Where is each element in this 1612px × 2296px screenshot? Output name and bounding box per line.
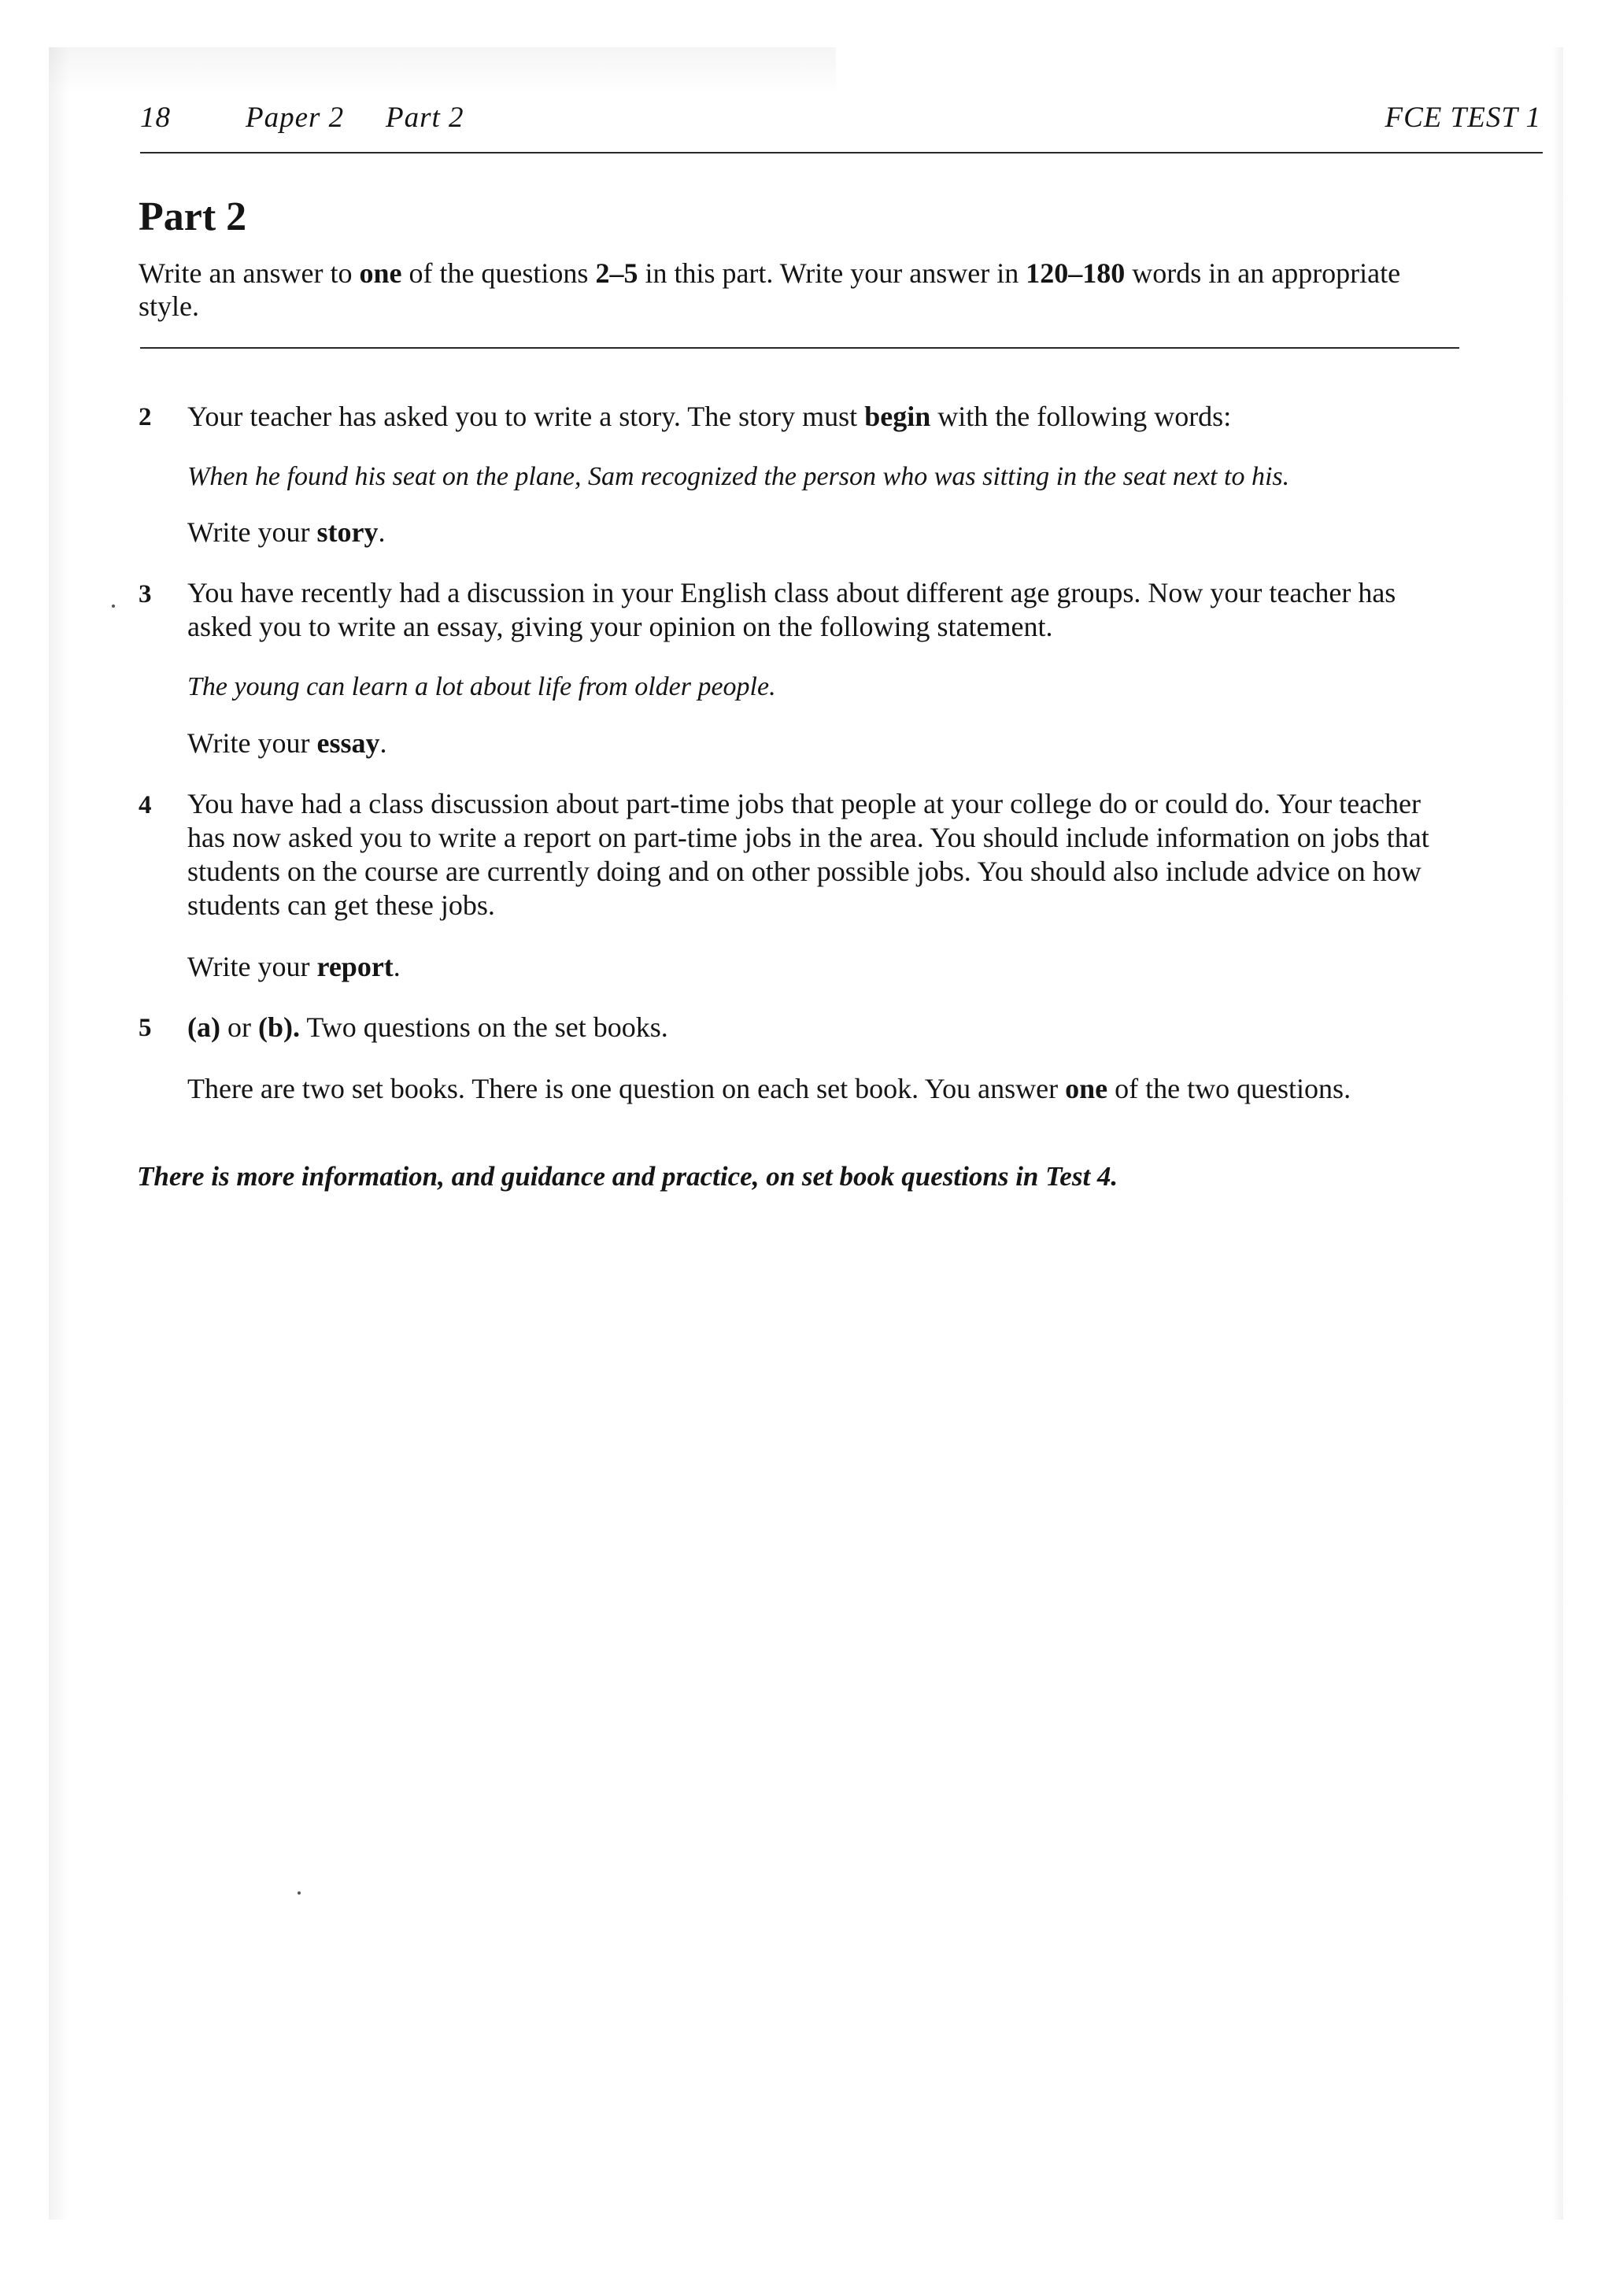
page-number: 18: [140, 102, 171, 134]
question-3-text: You have recently had a discussion in your English class about different age groups. Now your teacher has asked you to write an essay, giving your opinion on the following statement.: [187, 577, 1396, 642]
question-3-prompt: [187, 727, 387, 760]
q2-text-pre: Your teacher has asked you to write a story. The story must: [187, 401, 865, 432]
scan-speck: [298, 1891, 301, 1895]
instructions-bold-2: 2–5: [595, 257, 638, 289]
q5-detail-pre: There are two set books. There is one question on each set book. You answer: [187, 1073, 1066, 1104]
q4-prompt-bold: report: [316, 951, 394, 982]
q5-detail-post: of the two questions.: [1107, 1073, 1351, 1104]
set-books-note: There is more information, and guidance and practice, on set book questions in Test 4.: [137, 1161, 1118, 1192]
instructions-text-1: Write an answer to: [139, 257, 360, 289]
question-4-text: You have had a class discussion about part-time jobs that people at your college do or could do. Your teacher has now asked you to write a report on part-time jobs in the area. You should include information on jobs that students on the course are currently doing and on other possible jobs. You should also include advice on how students can get these jobs.: [187, 788, 1429, 921]
q3-prompt-pre: Write your: [187, 727, 317, 759]
q4-prompt-pre: Write your: [187, 951, 317, 982]
instructions-text-4: words in an appropriate style.: [139, 257, 1401, 322]
q2-prompt-bold: story: [316, 516, 379, 548]
q2-prompt-pre: Write your: [187, 516, 317, 548]
question-number-5: 5: [139, 1014, 152, 1042]
instructions-text-3: in this part. Write your answer in: [638, 257, 1026, 289]
q3-prompt-post: .: [379, 727, 387, 759]
instructions-bold-1: one: [359, 257, 402, 289]
question-4-prompt: [187, 950, 401, 984]
question-number-4: 4: [139, 791, 152, 819]
q2-text-bold: begin: [864, 401, 931, 432]
header-test-label: FCE TEST 1: [1385, 102, 1541, 134]
question-3-quote: The young can learn a lot about life from older people.: [187, 672, 776, 701]
question-5-detail: [187, 1072, 1462, 1106]
section-divider: [140, 347, 1459, 349]
q5-or: or: [220, 1011, 258, 1043]
scan-shadow-right: [1552, 47, 1563, 2220]
instructions-text-2: of the questions: [401, 257, 596, 289]
q3-prompt-bold: essay: [316, 727, 380, 759]
scan-shadow-left: [49, 47, 69, 2220]
header-divider: [140, 152, 1543, 153]
scan-speck: [112, 605, 115, 608]
q2-prompt-post: .: [378, 516, 386, 548]
q5-text-post: Two questions on the set books.: [299, 1011, 668, 1043]
q5-option-b: (b).: [257, 1011, 300, 1043]
question-2-text: [187, 400, 1462, 434]
header-section: Paper 2: [246, 102, 345, 134]
q5-detail-bold: one: [1065, 1073, 1108, 1104]
part-instructions: [139, 257, 1429, 323]
question-number-2: 2: [139, 403, 152, 431]
q4-prompt-post: .: [393, 951, 401, 982]
question-5-text: [187, 1011, 668, 1044]
q5-option-a: (a): [187, 1011, 220, 1043]
scan-shadow-top: [49, 47, 836, 94]
header-part: Part 2: [386, 102, 464, 134]
question-2-quote: When he found his seat on the plane, Sam recognized the person who was sitting in the seat next to his.: [187, 462, 1290, 491]
part-heading: Part 2: [139, 194, 247, 239]
q2-text-post: with the following words:: [930, 401, 1232, 432]
instructions-bold-3: 120–180: [1026, 257, 1126, 289]
question-number-3: 3: [139, 580, 152, 608]
question-2-prompt: [187, 516, 385, 549]
